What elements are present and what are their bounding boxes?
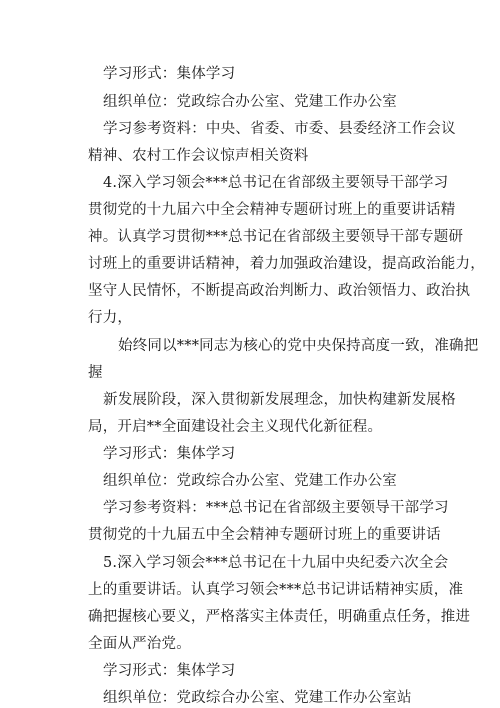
text-line: 学习参考资料：***总书记在省部级主要领导干部学习	[103, 500, 449, 516]
text-line: 确把握核心要义，严格落实主体责任，明确重点任务，推进	[88, 609, 471, 625]
text-line: 学习形式：集体学习	[103, 66, 236, 82]
text-line: 行力，	[88, 310, 133, 326]
text-line: 上的重要讲话。认真学习领会***总书记讲话精神实质，准	[88, 582, 464, 598]
text-line: 组织单位：党政综合办公室、党建工作办公室站	[103, 690, 412, 706]
text-line: 学习形式：集体学习	[103, 663, 236, 679]
text-line: 组织单位：党政综合办公室、党建工作办公室	[103, 473, 397, 489]
text-line: 讨班上的重要讲话精神，着力加强政治建设，提高政治能力，	[88, 256, 485, 272]
text-line: 贯彻党的十九届六中全会精神专题研讨班上的重要讲话精	[88, 202, 456, 218]
text-line: 5.深入学习领会***总书记在十九届中央纪委六次全会	[103, 555, 449, 571]
text-line: 坚守人民情怀，不断提高政治判断力、政治领悟力、政治执	[88, 283, 471, 299]
text-line: 学习形式：集体学习	[103, 446, 236, 462]
text-line: 贯彻党的十九届五中全会精神专题研讨班上的重要讲话	[88, 527, 441, 543]
text-line: 神。认真学习贯彻***总书记在省部级主要领导干部专题研	[88, 229, 464, 245]
text-line: 学习参考资料：中央、省委、市委、县委经济工作会议	[103, 121, 456, 137]
text-line: 局，开启**全面建设社会主义现代化新征程。	[88, 419, 383, 435]
text-line: 握	[88, 365, 103, 381]
text-line: 新发展阶段，深入贯彻新发展理念，加快构建新发展格	[103, 392, 456, 408]
text-line: 组织单位：党政综合办公室、党建工作办公室	[103, 94, 397, 110]
text-line: 精神、农村工作会议惊声相关资料	[88, 148, 309, 164]
text-line: 全面从严治党。	[88, 636, 191, 652]
text-line: 4.深入学习领会***总书记在省部级主要领导干部学习	[103, 175, 449, 191]
text-line: 始终同以***同志为核心的党中央保持高度一致，准确把	[118, 338, 479, 354]
